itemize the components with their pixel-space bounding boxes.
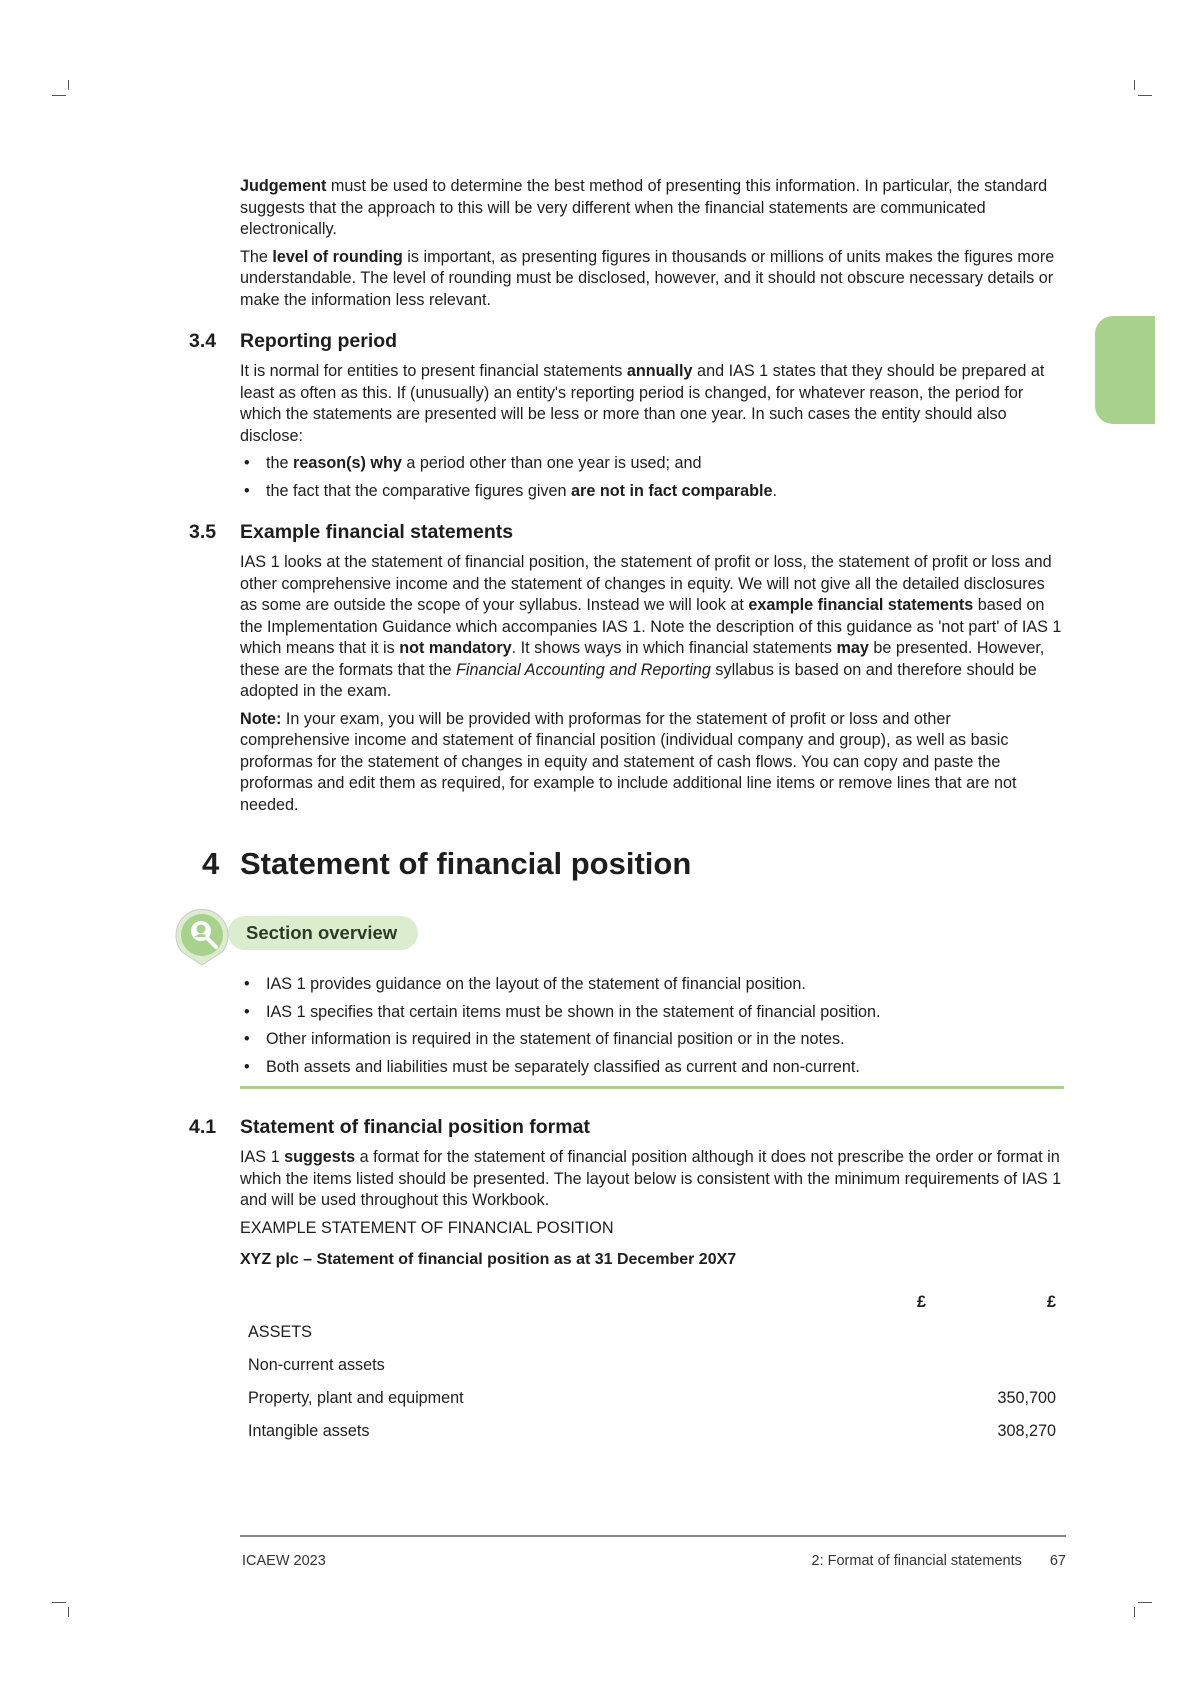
list-item: • the reason(s) why a period other than one year is used; and bbox=[240, 453, 1064, 475]
row-label: Property, plant and equipment bbox=[248, 1389, 464, 1408]
table-row: Intangible assets 308,270 bbox=[240, 1416, 1064, 1449]
format-paragraph: IAS 1 suggests a format for the statement of financial position although it does not prescribe the order or format in which the items listed should be presented. The layout below is consistent with the minimum requirements of IAS 1 and will be used throughout this Workbook. bbox=[240, 1148, 1062, 1209]
crop-mark-bottom-left bbox=[52, 1602, 66, 1612]
page-content bbox=[189, 176, 1064, 1449]
note-paragraph: Note: In your exam, you will be provided with proformas for the statement of profit or loss and other comprehensive income and statement of financial position (individual company and group), as well as basic proformas for the statement of changes in equity and statement of cash flows. You can copy and paste the proformas and edit them as required, for example to include additional line items or remove lines that are not needed. bbox=[240, 709, 1017, 814]
page-number: 67 bbox=[1049, 1553, 1066, 1569]
rounding-paragraph: The level of rounding is important, as presenting figures in thousands or millions of units makes the figures more understandable. The level of rounding must be disclosed, however, and it should not obscure necessary details or make the information less relevant. bbox=[240, 247, 1055, 309]
list-item: • Both assets and liabilities must be separately classified as current and non-current. bbox=[240, 1057, 1064, 1079]
table-row: Property, plant and equipment 350,700 bbox=[240, 1383, 1064, 1416]
row-label: ASSETS bbox=[248, 1323, 312, 1342]
heading-3-5: 3.5 Example financial statements bbox=[189, 521, 514, 543]
crop-mark-top-left bbox=[52, 86, 66, 96]
list-item: • Other information is required in the statement of financial position or in the notes. bbox=[240, 1029, 1064, 1051]
currency-row bbox=[240, 1289, 1064, 1317]
crop-mark-top-right bbox=[1138, 86, 1152, 96]
currency-col2: £ bbox=[1046, 1292, 1056, 1311]
footer-copyright: ICAEW 2023 bbox=[242, 1553, 326, 1569]
magnifier-person-icon bbox=[174, 908, 230, 966]
heading-4: 4 Statement of financial position bbox=[202, 846, 692, 881]
footer-chapter-title: 2: Format of financial statements bbox=[811, 1553, 1022, 1569]
example-fs-paragraph: IAS 1 looks at the statement of financial position, the statement of profit or loss, the statement of profit or loss and other comprehensive income and the statement of changes in equity. We will not give all the detailed disclosures as some are outside the scope of your syllabus. Instead we will look at example financial statements based on the Implementation Guidance which accompanies IAS 1. Note the description of this guidance as 'not part' of IAS 1 which means that it is not mandatory. It shows ways in which financial statements may be presented. However, these are the formats that the Financial Accounting and Reporting syllabus is based on and therefore should be adopted in the exam. bbox=[240, 553, 1062, 700]
judgement-paragraph: Judgement must be used to determine the best method of presenting this information. In particular, the standard suggests that the approach to this will be very different when the financial statements are communicated electronically. bbox=[240, 177, 1048, 238]
table-row bbox=[240, 1350, 1064, 1383]
footer-divider bbox=[240, 1535, 1066, 1537]
financial-position-table bbox=[240, 1289, 1064, 1449]
row-label: Intangible assets bbox=[248, 1422, 370, 1441]
currency-col1: £ bbox=[916, 1292, 926, 1311]
section-overview bbox=[240, 908, 1064, 966]
example-caption: EXAMPLE STATEMENT OF FINANCIAL POSITION bbox=[240, 1218, 614, 1237]
reporting-period-paragraph: It is normal for entities to present financial statements annually and IAS 1 states that they should be prepared at least as often as this. If (unusually) an entity's reporting period is changed, for whatever reason, the period for which the statements are presented will be less or more than one year. In such cases the entity should also disclose: bbox=[240, 362, 1045, 445]
crop-mark-bottom-right bbox=[1138, 1602, 1152, 1612]
overview-bullets bbox=[240, 974, 1064, 1078]
heading-4-1: 4.1 Statement of financial position format bbox=[189, 1116, 590, 1138]
heading-3-4: 3.4 Reporting period bbox=[189, 330, 398, 352]
reporting-period-bullets bbox=[240, 453, 1064, 502]
chapter-side-tab bbox=[1095, 316, 1155, 424]
statement-title: XYZ plc – Statement of financial position as at 31 December 20X7 bbox=[240, 1251, 737, 1268]
overview-divider bbox=[240, 1086, 1064, 1089]
section-overview-pill: Section overview bbox=[228, 916, 418, 950]
list-item: • IAS 1 provides guidance on the layout of the statement of financial position. bbox=[240, 974, 1064, 996]
list-item: • IAS 1 specifies that certain items must be shown in the statement of financial position. bbox=[240, 1002, 1064, 1024]
row-label: Non-current assets bbox=[248, 1356, 385, 1375]
table-row bbox=[240, 1317, 1064, 1350]
list-item: • the fact that the comparative figures given are not in fact comparable. bbox=[240, 481, 1064, 503]
footer-chapter bbox=[812, 1553, 1066, 1569]
